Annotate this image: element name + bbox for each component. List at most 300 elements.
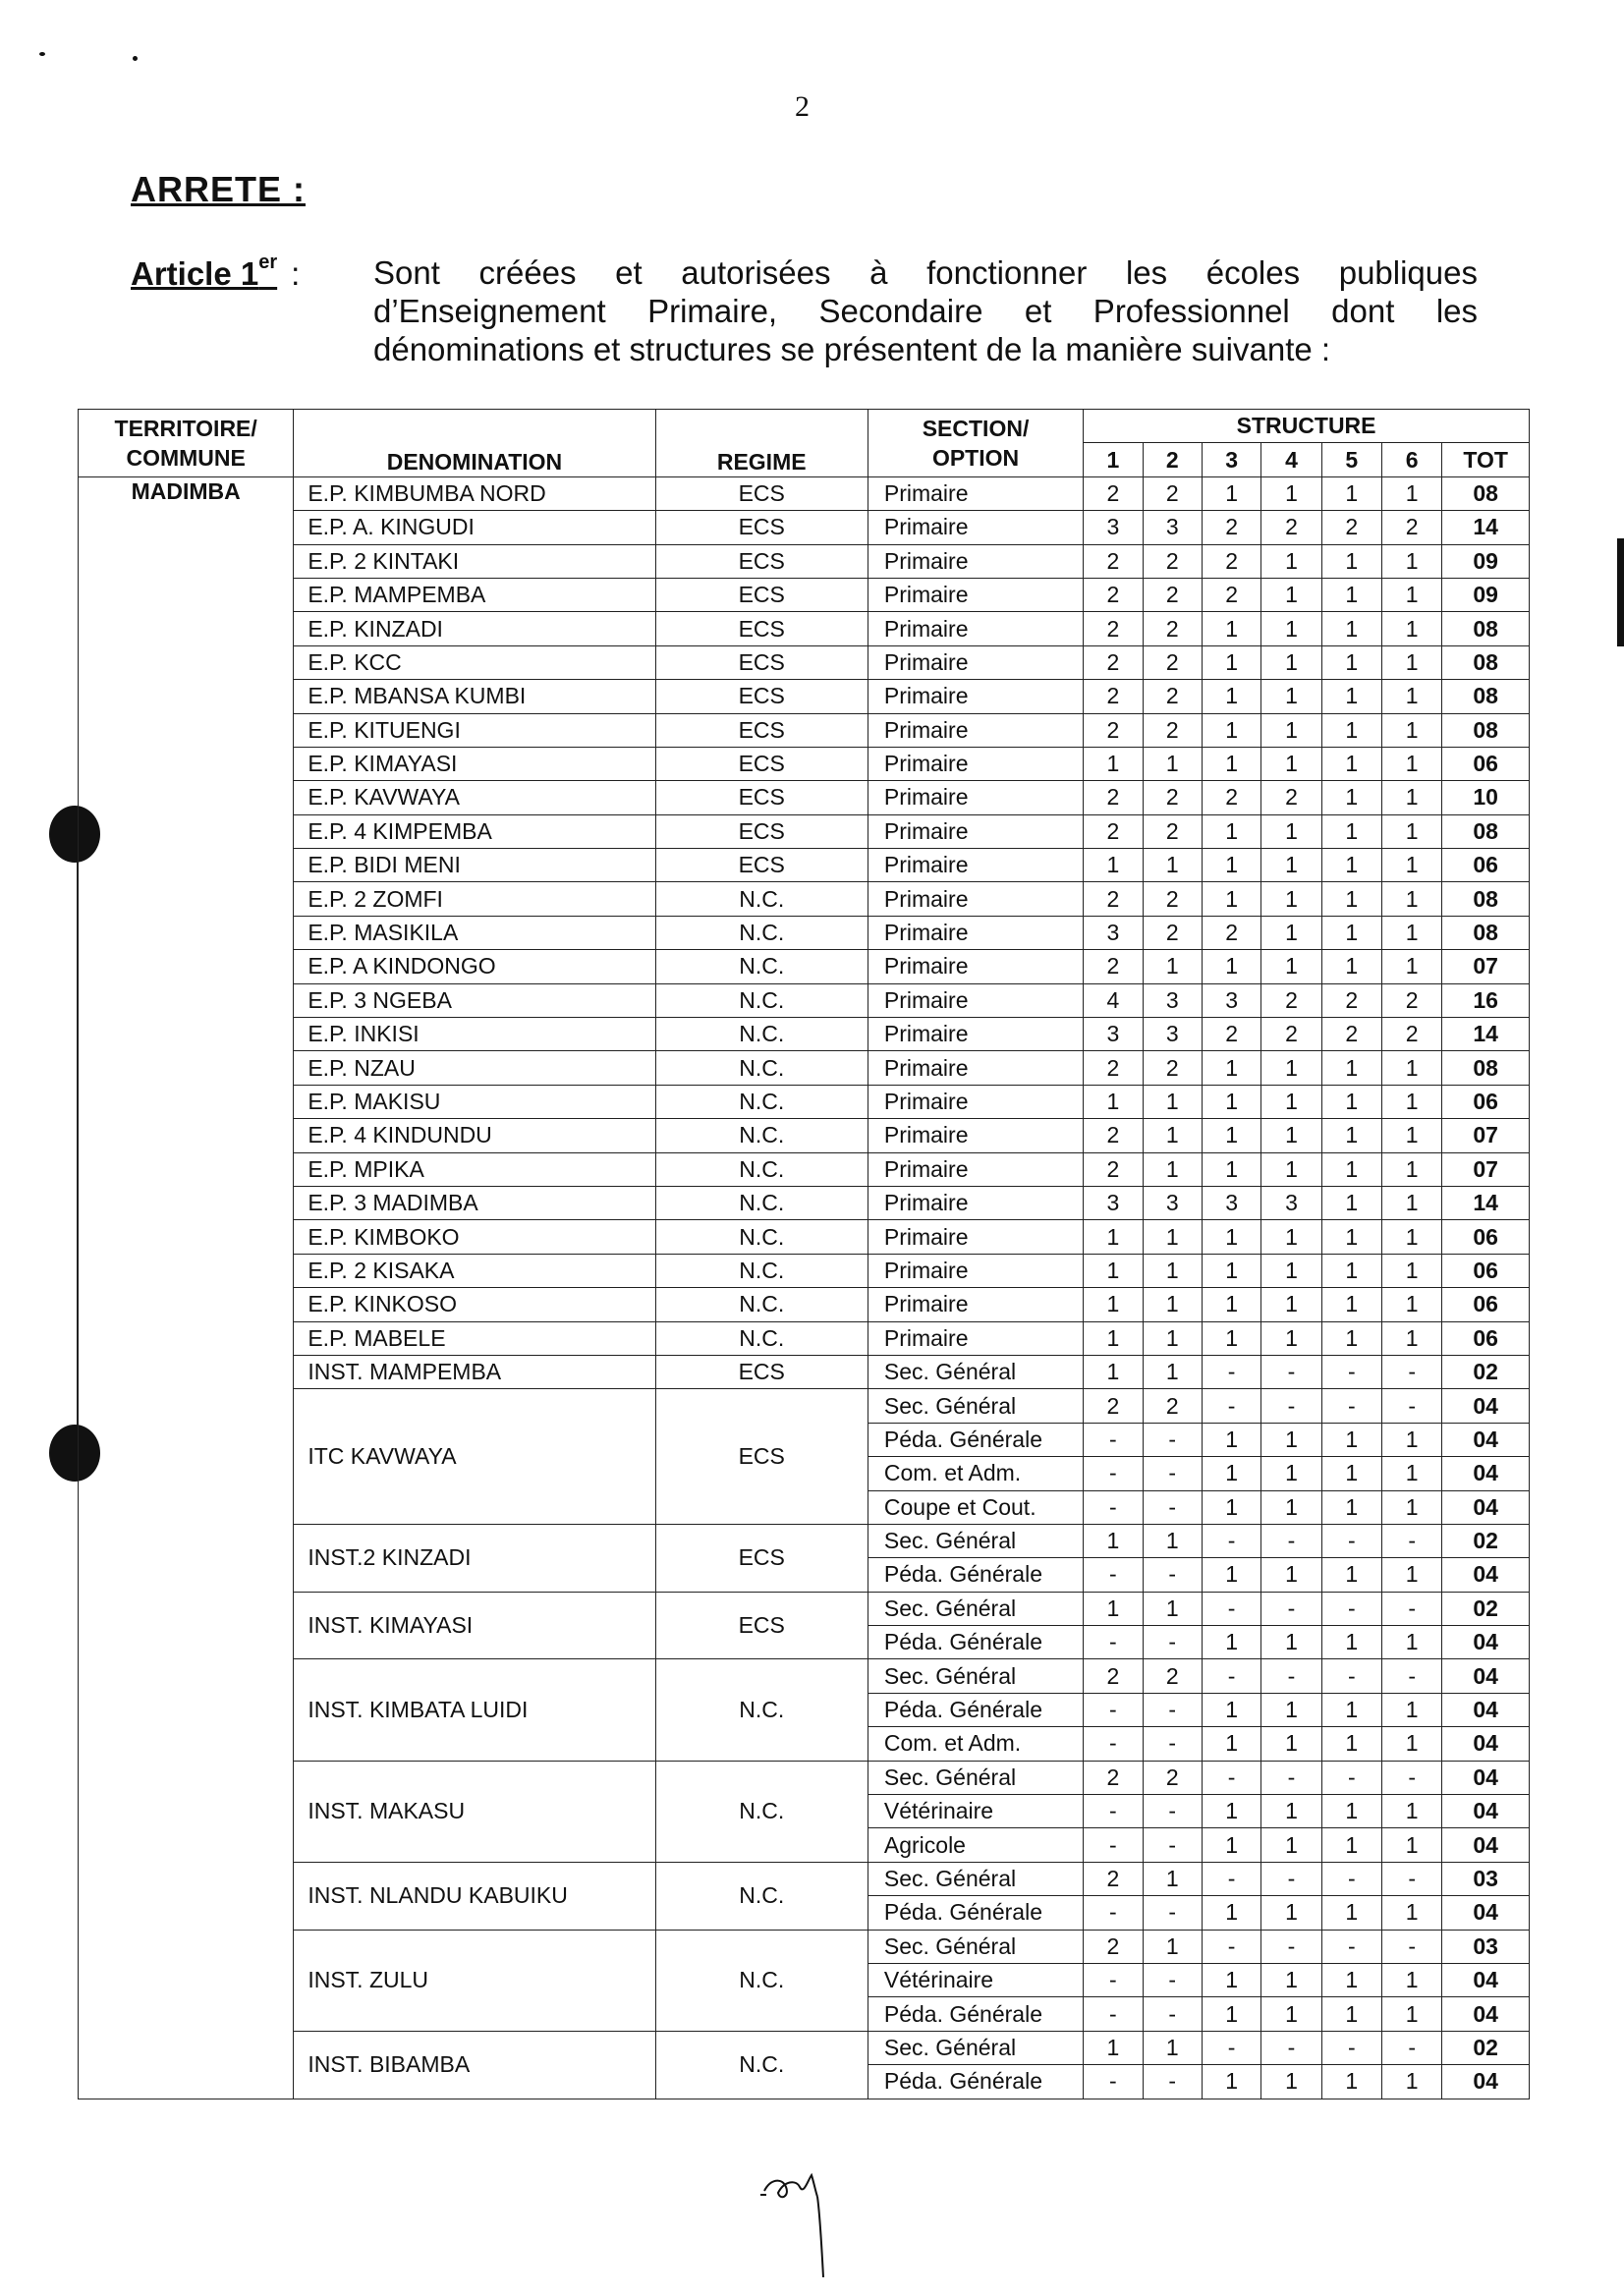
- scan-speck: [39, 52, 45, 56]
- option-cell: Sec. Général: [868, 1659, 1083, 1693]
- table-row: [79, 578, 1530, 611]
- level-cell: 1: [1261, 1321, 1321, 1355]
- level-cell: 1: [1382, 1558, 1442, 1592]
- level-cell: 1: [1382, 916, 1442, 949]
- level-cell: -: [1261, 1389, 1321, 1423]
- total-cell: 04: [1442, 1727, 1530, 1761]
- level-cell: 1: [1261, 1119, 1321, 1152]
- level-cell: -: [1202, 1592, 1260, 1625]
- level-cell: -: [1382, 1761, 1442, 1794]
- total-cell: 04: [1442, 1896, 1530, 1930]
- level-cell: -: [1261, 1524, 1321, 1557]
- level-cell: -: [1084, 1997, 1143, 2031]
- level-cell: 3: [1143, 511, 1202, 544]
- level-cell: -: [1143, 1727, 1202, 1761]
- total-cell: 06: [1442, 849, 1530, 882]
- total-cell: 04: [1442, 1828, 1530, 1862]
- school-name-cell: E.P. MBANSA KUMBI: [294, 680, 655, 713]
- school-name-cell: E.P. KINZADI: [294, 612, 655, 645]
- level-cell: 1: [1261, 1558, 1321, 1592]
- level-cell: -: [1084, 1457, 1143, 1490]
- level-cell: -: [1084, 1558, 1143, 1592]
- total-cell: 08: [1442, 916, 1530, 949]
- school-name-cell: E.P. MAKISU: [294, 1085, 655, 1118]
- level-cell: -: [1143, 1828, 1202, 1862]
- level-cell: 1: [1321, 1186, 1381, 1219]
- total-cell: 08: [1442, 476, 1530, 510]
- option-cell: Primaire: [868, 476, 1083, 510]
- level-cell: -: [1382, 1355, 1442, 1388]
- level-cell: 2: [1202, 578, 1260, 611]
- schools-table: [78, 409, 1530, 2099]
- option-cell: Primaire: [868, 781, 1083, 814]
- level-cell: -: [1202, 1862, 1260, 1895]
- option-cell: Primaire: [868, 916, 1083, 949]
- level-cell: 1: [1321, 1490, 1381, 1524]
- level-cell: 2: [1084, 1761, 1143, 1794]
- total-cell: 06: [1442, 1085, 1530, 1118]
- table-row: [79, 645, 1530, 679]
- level-cell: 2: [1084, 1051, 1143, 1085]
- total-cell: 04: [1442, 1659, 1530, 1693]
- level-cell: 2: [1143, 1051, 1202, 1085]
- option-cell: Primaire: [868, 882, 1083, 916]
- total-cell: 03: [1442, 1862, 1530, 1895]
- level-cell: 1: [1261, 1896, 1321, 1930]
- regime-cell: ECS: [655, 747, 868, 780]
- total-cell: 04: [1442, 1558, 1530, 1592]
- level-cell: 1: [1202, 1828, 1260, 1862]
- scan-speck: [133, 56, 138, 61]
- level-cell: -: [1261, 1355, 1321, 1388]
- level-cell: -: [1084, 1727, 1143, 1761]
- level-cell: 1: [1382, 1186, 1442, 1219]
- level-cell: 1: [1321, 612, 1381, 645]
- level-cell: 1: [1261, 645, 1321, 679]
- level-cell: 1: [1261, 680, 1321, 713]
- header-structure: STRUCTURE: [1084, 410, 1530, 443]
- school-name-cell: INST.2 KINZADI: [294, 1524, 655, 1592]
- level-cell: 1: [1382, 1490, 1442, 1524]
- level-cell: 1: [1382, 1727, 1442, 1761]
- regime-cell: N.C.: [655, 1254, 868, 1287]
- level-cell: 1: [1321, 713, 1381, 747]
- level-cell: -: [1143, 1795, 1202, 1828]
- option-cell: Agricole: [868, 1828, 1083, 1862]
- option-cell: Péda. Générale: [868, 1423, 1083, 1456]
- level-cell: 1: [1143, 1321, 1202, 1355]
- level-cell: 1: [1261, 713, 1321, 747]
- level-cell: 1: [1202, 1626, 1260, 1659]
- school-name-cell: INST. NLANDU KABUIKU: [294, 1862, 655, 1930]
- level-cell: 1: [1202, 747, 1260, 780]
- option-cell: Primaire: [868, 1288, 1083, 1321]
- header-denomination: DENOMINATION: [294, 410, 655, 477]
- level-cell: -: [1143, 1997, 1202, 2031]
- level-cell: 1: [1261, 1727, 1321, 1761]
- level-cell: 1: [1321, 1051, 1381, 1085]
- level-cell: 2: [1382, 1018, 1442, 1051]
- option-cell: Primaire: [868, 950, 1083, 983]
- table-row: [79, 1592, 1530, 1625]
- level-cell: 1: [1261, 1693, 1321, 1726]
- option-cell: Sec. Général: [868, 1761, 1083, 1794]
- total-cell: 16: [1442, 983, 1530, 1017]
- level-cell: 1: [1261, 1152, 1321, 1186]
- level-cell: 2: [1143, 680, 1202, 713]
- option-cell: Sec. Général: [868, 1862, 1083, 1895]
- level-cell: 1: [1382, 1795, 1442, 1828]
- level-cell: 1: [1084, 1592, 1143, 1625]
- level-cell: 1: [1084, 1524, 1143, 1557]
- total-cell: 07: [1442, 1152, 1530, 1186]
- total-cell: 14: [1442, 511, 1530, 544]
- option-cell: Primaire: [868, 1220, 1083, 1254]
- option-cell: Vétérinaire: [868, 1963, 1083, 1996]
- school-name-cell: E.P. 4 KINDUNDU: [294, 1119, 655, 1152]
- option-cell: Péda. Générale: [868, 1558, 1083, 1592]
- level-cell: 1: [1321, 1828, 1381, 1862]
- level-cell: -: [1084, 1490, 1143, 1524]
- level-cell: 1: [1382, 1321, 1442, 1355]
- level-cell: 1: [1202, 645, 1260, 679]
- option-cell: Primaire: [868, 1051, 1083, 1085]
- school-name-cell: INST. MAMPEMBA: [294, 1355, 655, 1388]
- level-cell: 1: [1261, 1254, 1321, 1287]
- header-level: 6: [1382, 443, 1442, 476]
- level-cell: 1: [1382, 849, 1442, 882]
- school-name-cell: E.P. MAMPEMBA: [294, 578, 655, 611]
- page-number: 2: [795, 90, 810, 123]
- level-cell: 2: [1143, 882, 1202, 916]
- total-cell: 04: [1442, 1963, 1530, 1996]
- level-cell: 1: [1321, 1626, 1381, 1659]
- total-cell: 04: [1442, 1626, 1530, 1659]
- level-cell: 3: [1261, 1186, 1321, 1219]
- table-row: [79, 476, 1530, 510]
- level-cell: 1: [1261, 1085, 1321, 1118]
- level-cell: 2: [1084, 578, 1143, 611]
- level-cell: 1: [1382, 645, 1442, 679]
- total-cell: 04: [1442, 2065, 1530, 2099]
- level-cell: -: [1321, 1930, 1381, 1963]
- table-row: [79, 1220, 1530, 1254]
- level-cell: -: [1084, 1795, 1143, 1828]
- level-cell: -: [1382, 1659, 1442, 1693]
- regime-cell: ECS: [655, 849, 868, 882]
- total-cell: 08: [1442, 680, 1530, 713]
- level-cell: -: [1143, 1558, 1202, 1592]
- level-cell: 1: [1321, 578, 1381, 611]
- level-cell: 1: [1261, 747, 1321, 780]
- level-cell: -: [1143, 1423, 1202, 1456]
- regime-cell: N.C.: [655, 1085, 868, 1118]
- level-cell: 1: [1084, 1085, 1143, 1118]
- level-cell: 1: [1202, 1321, 1260, 1355]
- level-cell: 1: [1261, 1490, 1321, 1524]
- school-name-cell: E.P. 4 KIMPEMBA: [294, 814, 655, 848]
- level-cell: 1: [1261, 882, 1321, 916]
- level-cell: 1: [1261, 1051, 1321, 1085]
- option-cell: Primaire: [868, 612, 1083, 645]
- level-cell: 1: [1382, 1896, 1442, 1930]
- school-name-cell: E.P. NZAU: [294, 1051, 655, 1085]
- option-cell: Péda. Générale: [868, 1693, 1083, 1726]
- option-cell: Primaire: [868, 747, 1083, 780]
- level-cell: -: [1202, 1930, 1260, 1963]
- level-cell: 2: [1084, 950, 1143, 983]
- option-cell: Péda. Générale: [868, 1896, 1083, 1930]
- level-cell: 2: [1084, 781, 1143, 814]
- total-cell: 04: [1442, 1389, 1530, 1423]
- level-cell: 1: [1382, 1997, 1442, 2031]
- level-cell: 1: [1202, 882, 1260, 916]
- regime-cell: ECS: [655, 645, 868, 679]
- level-cell: 3: [1202, 1186, 1260, 1219]
- total-cell: 04: [1442, 1761, 1530, 1794]
- regime-cell: N.C.: [655, 882, 868, 916]
- level-cell: -: [1202, 1355, 1260, 1388]
- level-cell: -: [1143, 1963, 1202, 1996]
- level-cell: 3: [1143, 1186, 1202, 1219]
- regime-cell: ECS: [655, 713, 868, 747]
- school-name-cell: E.P. KIMAYASI: [294, 747, 655, 780]
- level-cell: 1: [1202, 1795, 1260, 1828]
- level-cell: 1: [1321, 814, 1381, 848]
- level-cell: 1: [1202, 950, 1260, 983]
- level-cell: 2: [1202, 916, 1260, 949]
- table-row: [79, 882, 1530, 916]
- level-cell: 1: [1382, 578, 1442, 611]
- table-row: [79, 1288, 1530, 1321]
- school-name-cell: E.P. 3 MADIMBA: [294, 1186, 655, 1219]
- option-cell: Sec. Général: [868, 1930, 1083, 1963]
- table-row: [79, 1152, 1530, 1186]
- level-cell: 3: [1202, 983, 1260, 1017]
- level-cell: 2: [1261, 983, 1321, 1017]
- table-row: [79, 1018, 1530, 1051]
- level-cell: 1: [1202, 476, 1260, 510]
- school-name-cell: E.P. BIDI MENI: [294, 849, 655, 882]
- school-name-cell: E.P. KITUENGI: [294, 713, 655, 747]
- regime-cell: ECS: [655, 781, 868, 814]
- level-cell: 1: [1202, 1727, 1260, 1761]
- level-cell: -: [1321, 1592, 1381, 1625]
- level-cell: 2: [1143, 814, 1202, 848]
- level-cell: 1: [1143, 1152, 1202, 1186]
- level-cell: -: [1261, 2031, 1321, 2064]
- school-name-cell: INST. KIMBATA LUIDI: [294, 1659, 655, 1761]
- option-cell: Primaire: [868, 544, 1083, 578]
- total-cell: 08: [1442, 814, 1530, 848]
- table-row: [79, 1524, 1530, 1557]
- level-cell: 1: [1382, 713, 1442, 747]
- level-cell: 1: [1382, 612, 1442, 645]
- level-cell: 1: [1143, 747, 1202, 780]
- school-name-cell: E.P. KCC: [294, 645, 655, 679]
- level-cell: 1: [1143, 1524, 1202, 1557]
- regime-cell: ECS: [655, 1355, 868, 1388]
- level-cell: 1: [1261, 1288, 1321, 1321]
- level-cell: 1: [1202, 713, 1260, 747]
- option-cell: Primaire: [868, 1119, 1083, 1152]
- regime-cell: N.C.: [655, 1930, 868, 2031]
- option-cell: Primaire: [868, 1085, 1083, 1118]
- level-cell: 2: [1084, 1389, 1143, 1423]
- level-cell: 1: [1261, 1795, 1321, 1828]
- option-cell: Primaire: [868, 849, 1083, 882]
- school-name-cell: E.P. 2 KINTAKI: [294, 544, 655, 578]
- option-cell: Sec. Général: [868, 1524, 1083, 1557]
- regime-cell: N.C.: [655, 1288, 868, 1321]
- total-cell: 04: [1442, 1693, 1530, 1726]
- table-row: [79, 1321, 1530, 1355]
- total-cell: 06: [1442, 747, 1530, 780]
- level-cell: 1: [1261, 1828, 1321, 1862]
- level-cell: -: [1143, 1626, 1202, 1659]
- option-cell: Primaire: [868, 1254, 1083, 1287]
- header-row-top: [79, 410, 1530, 443]
- option-cell: Sec. Général: [868, 1355, 1083, 1388]
- level-cell: 1: [1084, 1288, 1143, 1321]
- level-cell: 1: [1202, 1152, 1260, 1186]
- table-row: [79, 747, 1530, 780]
- level-cell: 1: [1321, 1152, 1381, 1186]
- option-cell: Primaire: [868, 983, 1083, 1017]
- level-cell: 3: [1084, 511, 1143, 544]
- regime-cell: ECS: [655, 1592, 868, 1659]
- level-cell: -: [1321, 1659, 1381, 1693]
- level-cell: -: [1321, 2031, 1381, 2064]
- level-cell: 1: [1143, 1862, 1202, 1895]
- total-cell: 08: [1442, 612, 1530, 645]
- level-cell: 1: [1261, 544, 1321, 578]
- signature-scribble: [756, 2152, 874, 2289]
- table-row: [79, 781, 1530, 814]
- total-cell: 02: [1442, 1592, 1530, 1625]
- regime-cell: N.C.: [655, 1152, 868, 1186]
- level-cell: -: [1202, 2031, 1260, 2064]
- level-cell: -: [1382, 1389, 1442, 1423]
- level-cell: 1: [1382, 1626, 1442, 1659]
- level-cell: 2: [1143, 612, 1202, 645]
- level-cell: 1: [1202, 1558, 1260, 1592]
- regime-cell: ECS: [655, 511, 868, 544]
- school-name-cell: E.P. INKISI: [294, 1018, 655, 1051]
- level-cell: 2: [1143, 645, 1202, 679]
- level-cell: 2: [1382, 983, 1442, 1017]
- table-row: [79, 1051, 1530, 1085]
- table-row: [79, 814, 1530, 848]
- regime-cell: N.C.: [655, 916, 868, 949]
- level-cell: 1: [1261, 1423, 1321, 1456]
- table-row: [79, 1186, 1530, 1219]
- table-row: [79, 713, 1530, 747]
- level-cell: 1: [1261, 1997, 1321, 2031]
- header-level: 4: [1261, 443, 1321, 476]
- level-cell: -: [1084, 1828, 1143, 1862]
- level-cell: 1: [1202, 612, 1260, 645]
- option-cell: Primaire: [868, 1186, 1083, 1219]
- level-cell: 1: [1202, 1457, 1260, 1490]
- level-cell: 1: [1382, 882, 1442, 916]
- total-cell: 10: [1442, 781, 1530, 814]
- level-cell: 1: [1321, 1288, 1381, 1321]
- level-cell: -: [1202, 1659, 1260, 1693]
- option-cell: Primaire: [868, 1152, 1083, 1186]
- level-cell: 1: [1321, 645, 1381, 679]
- level-cell: 2: [1143, 916, 1202, 949]
- school-name-cell: E.P. KIMBOKO: [294, 1220, 655, 1254]
- level-cell: 2: [1084, 612, 1143, 645]
- total-cell: 04: [1442, 1795, 1530, 1828]
- option-cell: Sec. Général: [868, 1389, 1083, 1423]
- level-cell: 1: [1202, 680, 1260, 713]
- header-level: 3: [1202, 443, 1260, 476]
- school-name-cell: E.P. MASIKILA: [294, 916, 655, 949]
- table-row: [79, 1761, 1530, 1794]
- level-cell: 1: [1321, 747, 1381, 780]
- level-cell: 2: [1084, 713, 1143, 747]
- level-cell: -: [1261, 1592, 1321, 1625]
- level-cell: 1: [1321, 1997, 1381, 2031]
- level-cell: 1: [1143, 1355, 1202, 1388]
- level-cell: 2: [1084, 882, 1143, 916]
- total-cell: 14: [1442, 1186, 1530, 1219]
- school-name-cell: E.P. KIMBUMBA NORD: [294, 476, 655, 510]
- level-cell: 1: [1084, 747, 1143, 780]
- level-cell: 1: [1143, 2031, 1202, 2064]
- level-cell: 1: [1321, 950, 1381, 983]
- regime-cell: ECS: [655, 1524, 868, 1592]
- header-section-option: SECTION/ OPTION: [868, 410, 1083, 477]
- total-cell: 04: [1442, 1490, 1530, 1524]
- option-cell: Péda. Générale: [868, 1626, 1083, 1659]
- header-level: 2: [1143, 443, 1202, 476]
- level-cell: -: [1202, 1524, 1260, 1557]
- level-cell: 1: [1261, 1457, 1321, 1490]
- total-cell: 06: [1442, 1220, 1530, 1254]
- total-cell: 04: [1442, 1423, 1530, 1456]
- regime-cell: N.C.: [655, 1119, 868, 1152]
- option-cell: Sec. Général: [868, 2031, 1083, 2064]
- option-cell: Primaire: [868, 814, 1083, 848]
- level-cell: 1: [1202, 1085, 1260, 1118]
- level-cell: 1: [1202, 1423, 1260, 1456]
- level-cell: 1: [1382, 1457, 1442, 1490]
- level-cell: 1: [1202, 849, 1260, 882]
- regime-cell: N.C.: [655, 1051, 868, 1085]
- total-cell: 14: [1442, 1018, 1530, 1051]
- total-cell: 09: [1442, 544, 1530, 578]
- level-cell: 2: [1143, 1761, 1202, 1794]
- level-cell: 1: [1382, 1152, 1442, 1186]
- regime-cell: ECS: [655, 680, 868, 713]
- level-cell: -: [1382, 1862, 1442, 1895]
- level-cell: -: [1261, 1659, 1321, 1693]
- table-row: [79, 680, 1530, 713]
- level-cell: 1: [1202, 1896, 1260, 1930]
- level-cell: 1: [1202, 1051, 1260, 1085]
- level-cell: 1: [1143, 950, 1202, 983]
- level-cell: 2: [1261, 781, 1321, 814]
- level-cell: 1: [1143, 1085, 1202, 1118]
- total-cell: 06: [1442, 1254, 1530, 1287]
- option-cell: Primaire: [868, 645, 1083, 679]
- regime-cell: N.C.: [655, 1220, 868, 1254]
- level-cell: 1: [1382, 1220, 1442, 1254]
- option-cell: Com. et Adm.: [868, 1457, 1083, 1490]
